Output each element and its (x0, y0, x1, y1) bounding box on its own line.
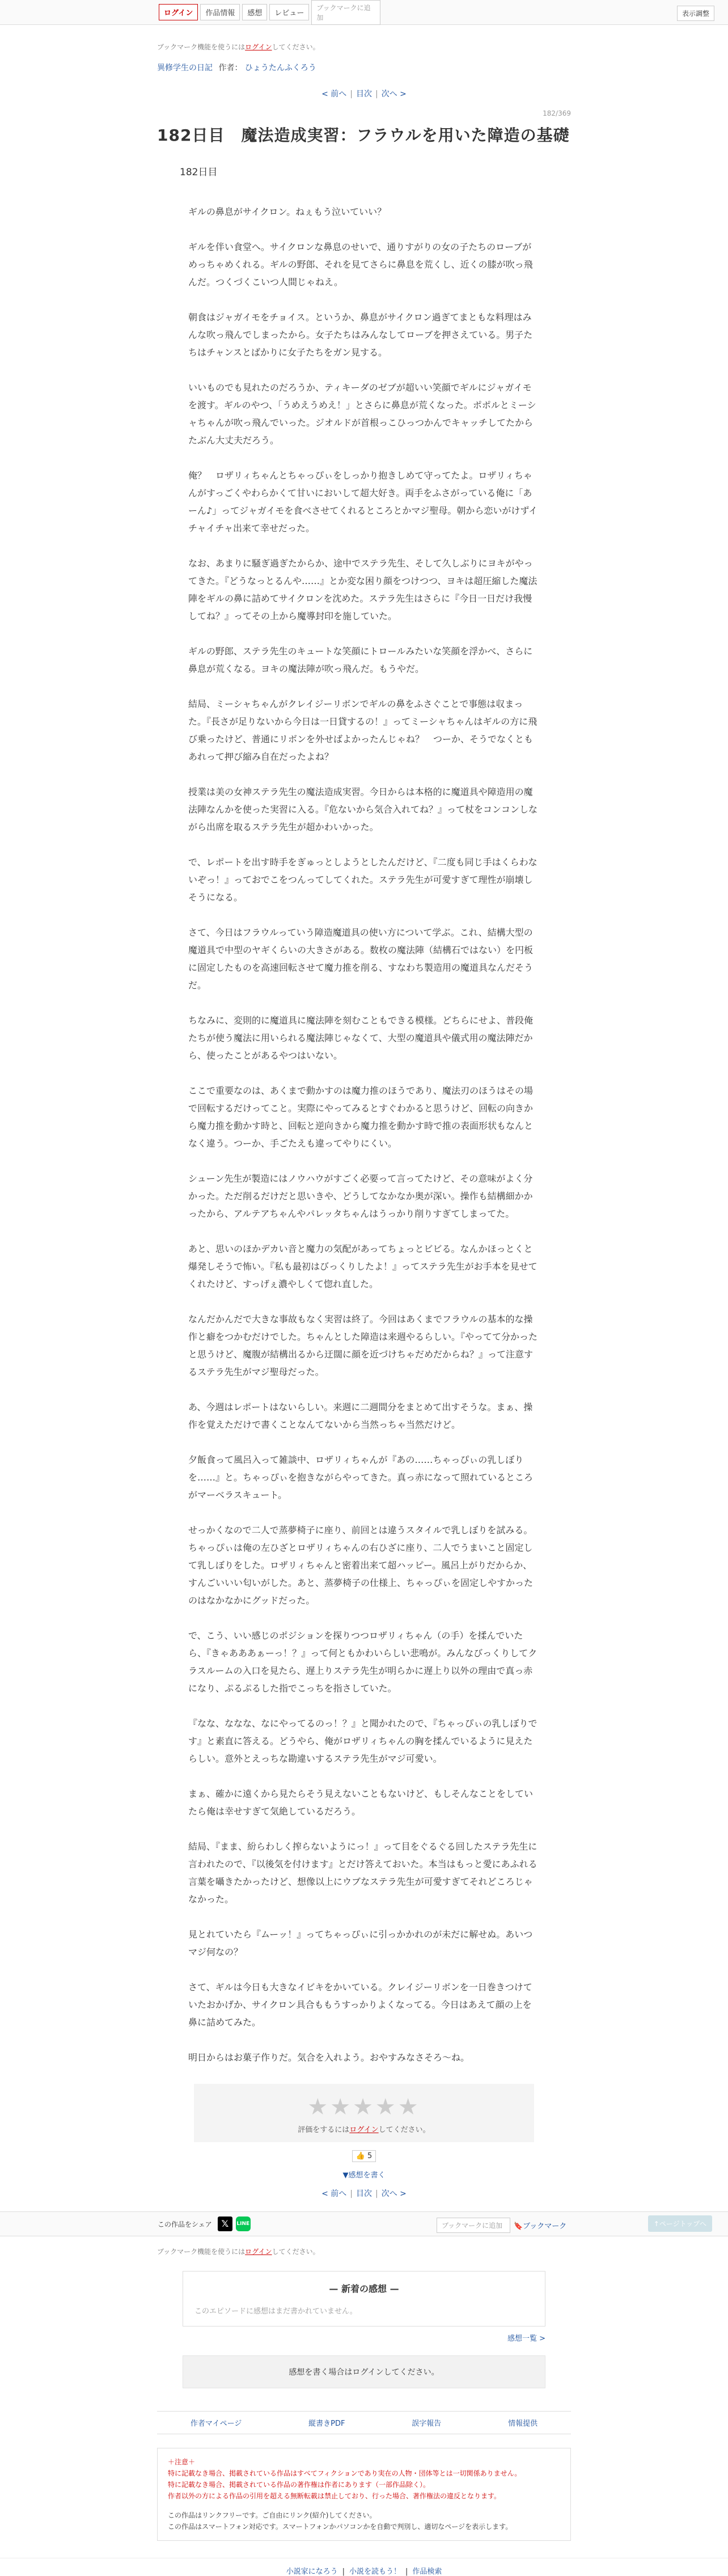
share-label: この作品をシェア (158, 2220, 212, 2228)
caution-line-1: 特に記載なき場合、掲載されている作品はすべてフィクションであり実在の人物・団体等とは一切関係ありません。 (168, 2469, 522, 2477)
impressions-list-link[interactable]: 感想一覧 > (507, 2334, 545, 2343)
caution-line-3: 作者以外の方による作品の引用を超える無断転載は禁止しており、行った場合、著作権法の違反となります。 (168, 2492, 501, 2500)
body-paragraph: いいものでも見れたのだろうか、ティキーダのゼブが超いい笑顔でギルにジャガイモを渡す。ギルのやつ、「うめえうめえ！」とさらに鼻息が荒くなった。ポポルとミーシャちゃんが吹っ飛んでいった。ジオルドが首根っこひっつかんでキャッチしてたからたぶん大丈夫だろう。 (188, 382, 536, 446)
page-top-button[interactable]: ↑ページトップへ (648, 2215, 712, 2232)
body-paragraph: なお、あまりに騒ぎ過ぎたからか、途中でステラ先生、そして久しぶりにヨキがやってきた。『どうなっとるんや……』とか変な困り顔をつけつつ、ヨキは超圧縮した魔法陣をギルの鼻に詰めてサイクロンを沈めた。ステラ先生はさらに『今日一日だけ我慢してね？』ってその上から魔導封印を施していた。 (188, 558, 537, 621)
like-button[interactable] (352, 2150, 376, 2162)
bookmark-login-link[interactable]: ログイン (245, 43, 272, 51)
rating-box (194, 2084, 534, 2142)
body-paragraph: 結局、『まま、紛らわしく搾らないようにっ！』って目をぐるぐる回したステラ先生に言われたので、『以後気を付けます』とだけ答えておいた。本当はもっと愛にあふれる言葉を囁きたかったけど、想像以上にウブなステラ先生が可愛すぎてそれどころじゃなかった。 (188, 1841, 537, 1905)
impressions-button[interactable]: 感想 (242, 4, 267, 20)
works-info-button[interactable]: 作品情報 (200, 4, 240, 20)
rating-message: 評価をするにはログインしてください。 (298, 2126, 430, 2134)
write-impression-link[interactable]: ▼感想を書く (342, 2171, 386, 2180)
author-link[interactable]: ひょうたんふくろう (244, 64, 316, 73)
bookmark-add-button[interactable]: ブックマークに追加 (311, 0, 380, 25)
impressions-title: — 新着の感想 — (329, 2283, 399, 2294)
body-paragraph: 俺？ ロザリィちゃんとちゃっぴぃをしっかり抱きしめて守ってたよ。ロザリィちゃんがすっごくやわらかくて甘いにおいして超大好き。両手をふさがっている俺に「あーん♪」ってジャガイモを食べさせてくれるところとかマジ聖母。朝から恋いがけずイチャイチャ出来て幸せだった。 (188, 470, 537, 534)
write-impression-login-box[interactable]: 感想を書く場合はログインしてください。 (183, 2355, 545, 2388)
bookmark-note-bottom: ブックマーク機能を使うにはログインしてください。 (157, 2248, 320, 2256)
footer-link[interactable]: 縦書きPDF (308, 2420, 345, 2428)
caution-linkfree: この作品はリンクフリーです。ご自由にリンク(紹介)してください。 (168, 2511, 376, 2519)
pager-top: < 前へ | 目次 | 次へ > (321, 90, 407, 99)
bookmark-note: ブックマーク機能を使うにはログインしてください。 (157, 43, 320, 51)
x-share-icon[interactable]: 𝕏 (218, 2217, 232, 2231)
bookmark-login-link-bottom[interactable]: ログイン (245, 2248, 272, 2256)
impressions-empty: このエピソードに感想はまだ書かれていません。 (194, 2307, 357, 2316)
novel-body (188, 203, 540, 2066)
top-toolbar (0, 0, 728, 25)
bottom-nav-link[interactable]: 小説家になろう (286, 2567, 338, 2576)
write-impression-area (0, 2169, 728, 2180)
body-paragraph: で、レポートを出す時手をぎゅっとしようとしたんだけど、『二度も同じ手はくらわないぞっ！』っておでこをつんってしてくれた。ステラ先生が可愛すぎて理性が崩壊しそうになる。 (188, 857, 537, 903)
next-link[interactable]: 次へ > (381, 90, 407, 99)
body-paragraph: あ、今週はレポートはないらしい。来週に二週間分をまとめて出すそうな。まぁ、操作を覚えただけで書くことなんてないから当然っちゃ当然だけど。 (188, 1402, 533, 1430)
body-paragraph: ちなみに、変則的に魔道具に魔法陣を刻むこともできる模様。どちらにせよ、普段俺たちが使う魔法に用いられる魔法陣じゃなくて、大型の魔道具や儀式用の魔法陣だから、使ったことがあるやつはいない。 (188, 1015, 534, 1061)
body-paragraph: あと、思いのほかデカい音と魔力の気配があってちょっとビビる。なんかほっとくと爆発しそうで怖い。『私も最初はびっくりしたよ！』ってステラ先生がお手本を見せてくれたけど、すっげぇ濃やしくて惚れ直した。 (188, 1243, 537, 1289)
like-count: 5 (367, 2152, 373, 2160)
body-paragraph: で、こう、いい感じのポジションを探りつつロザリィちゃん（の手）を揉んでいたら、『きゃあああぁーっ！？』って何ともかわいらしい悲鳴が。みんなびっくりしてクラスルームの入口を見たら、遅上りステラ先生が明らかに遅上り以外の理由で真っ赤になり、ぷるぷるした指でこっちを指さしていた。 (188, 1630, 537, 1694)
footer-link[interactable]: 情報提供 (508, 2420, 538, 2428)
prev-link[interactable]: < 前へ (321, 90, 347, 99)
body-paragraph: 明日からはお菓子作りだ。気合を入れよう。おやすみなさそろ〜ね。 (188, 2052, 470, 2063)
body-paragraph: ここで重要なのは、あくまで動かすのは魔力推のほうであり、魔法刃のほうはその場で回転するだけってこと。実際にやってみるとすぐわかると思うけど、回転の向きから魔力推を動かす時と、回転と逆向きから魔力推を動かす時で推の表面形状もなんとなく違う。つーか、手ごたえも違ってやりにくい。 (188, 1085, 534, 1149)
bookmark-add-field[interactable]: ブックマークに追加 (437, 2218, 510, 2233)
rating-stars[interactable]: ★★★★★ (307, 2094, 421, 2120)
caution-box (157, 2448, 571, 2541)
body-paragraph: 授業は美の女神ステラ先生の魔法造成実習。今日からは本格的に魔道具や障造用の魔法陣なんかを使った実習に入る。『危ないから気合入れてね？』って杖をコンコンしながら出席を取るステラ先生が超かわいかった。 (188, 786, 538, 832)
body-paragraph: せっかくなので二人で蒸夢椅子に座り、前回とは違うスタイルで乳しぼりを試みる。ちゃっぴぃは俺の左ひざとロザリィちゃんの右ひざに座り、二人でうまいこと固定して乳しぼりをした。ロザリィちゃんと密着出来て超ハッピー。風呂上がりだからか、すんごいいい匂いがした。あと、蒸夢椅子の仕様上、ちゃっぴぃを固定しやすかったのはなかなかにグッドだった。 (188, 1525, 534, 1606)
toc-link-bottom[interactable]: 目次 (356, 2189, 372, 2198)
body-paragraph: ギルの鼻息がサイクロン。ねぇもう泣いていい？ (188, 206, 387, 217)
body-paragraph: まぁ、確かに遠くから見たらそう見えないこともないけど、もしそんなことをしていたら俺は幸せすぎて気絶しているだろう。 (188, 1788, 534, 1817)
like-area (0, 2150, 728, 2162)
series-info (157, 62, 571, 73)
body-paragraph: シューン先生が製造にはノウハウがすごく必要って言ってたけど、その意味がよく分かった。ただ削るだけだと思いきや、どうしてなかなか奥が深い。操作も結構細かかったから、アルテアちゃんやパレッタちゃんはうっかり削りすぎてしまってた。 (188, 1173, 533, 1219)
bookmark-button[interactable]: 🔖ブックマーク (514, 2222, 567, 2231)
bottom-nav-link[interactable]: 小説を読もう！ (349, 2567, 401, 2576)
share-bar (0, 2211, 728, 2236)
login-button[interactable]: ログイン (159, 4, 198, 20)
episode-subtitle: 182日目 (180, 167, 218, 178)
body-paragraph: ギルの野郎、ステラ先生のキュートな笑顔にトロールみたいな笑顔を浮かべ、さらに鼻息が荒くなる。ヨキの魔法陣が吹っ飛んだ。もうやだ。 (188, 646, 533, 674)
display-settings-button[interactable]: 表示調整 (677, 6, 714, 21)
body-paragraph: さて、今日はフラウルっていう障造魔道具の使い方について学ぶ。これ、結構大型の魔道具で中型のヤギくらいの大きさがある。数枚の魔法陣（結構石ではない）を円板に固定したものを高速回転させて魔力推を削る、すなわち製造用の魔道具なんだそうだ。 (188, 927, 534, 991)
caution-line-2: 特に記載なき場合、掲載されている作品の著作権は作者にあります（一部作品除く）。 (168, 2481, 430, 2489)
bottom-nav-link[interactable]: 作品検索 (412, 2567, 442, 2576)
body-paragraph: 見とれていたら『ムーッ！』ってちゃっぴぃに引っかかれのが未だに解せぬ。あいつマジ何なの？ (188, 1929, 533, 1957)
body-paragraph: 結局、ミーシャちゃんがクレイジーリボンでギルの鼻をふさぐことで事態は収まった。『長さが足りないから今日は一日貸するの！』ってミーシャちゃんはギルの方に飛び乗ったけど、普通にリボンを外せばよかったんじゃね？ つーか、そうでなくともあれって押び縮み自在だったよね？ (188, 699, 537, 762)
footer-link[interactable]: 誤字報告 (412, 2420, 442, 2428)
footer-link[interactable]: 作者マイページ (190, 2420, 242, 2428)
review-button[interactable]: レビュー (269, 4, 309, 20)
caution-smartphone: この作品はスマートフォン対応です。スマートフォンかパソコンかを自動で判別し、適切なページを表示します。 (168, 2523, 513, 2531)
prev-link-bottom[interactable]: < 前へ (321, 2189, 347, 2198)
episode-count: 182/369 (543, 109, 571, 117)
impressions-box (183, 2271, 545, 2327)
body-paragraph: 夕飯食って風呂入って雑談中、ロザリィちゃんが『あの……ちゃっぴぃの乳しぼりを……』と。ちゃっぴぃを抱きながらやってきた。真っ赤になって照れているところがマーベラスキュート。 (188, 1454, 534, 1500)
thumbs-up-icon: 👍 (355, 2152, 365, 2160)
body-paragraph: 『なな、ななな、なにやってるのっ！？』と聞かれたので、『ちゃっぴぃの乳しぼりです』と素直に答える。どうやら、俺がロザリィちゃんの胸を揉んでいるように見えたらしい。意外とえっちな勘違いするステラ先生がマジ可愛い。 (188, 1718, 537, 1764)
line-share-icon[interactable]: LINE (236, 2217, 251, 2231)
body-paragraph: 朝食はジャガイモをチョイス。というか、鼻息がサイクロン過ぎてまともな料理はみんな吹っ飛んでしまったから。女子たちはみんなしてローブを押さえている。男子たちはチャンスとばかりに女子たちをガン見する。 (188, 312, 533, 358)
body-paragraph: さて、ギルは今日も大きなイビキをかいている。クレイジーリボンを一日巻きつけていたおかげか、サイクロン具合ももうすっかりよくなってる。今日はあえて顔の上を鼻に詰めてみた。 (188, 1982, 532, 2028)
rating-login-link[interactable]: ログイン (349, 2126, 379, 2134)
next-link-bottom[interactable]: 次へ > (381, 2189, 407, 2198)
bottom-nav: 小説家になろう | 小説を読もう！ | 作品検索 (0, 2558, 728, 2576)
caution-head: ＋注意＋ (168, 2458, 196, 2466)
series-title-link[interactable]: 異修学生の日記 (157, 64, 213, 73)
footer-links (157, 2411, 571, 2434)
toc-link[interactable]: 目次 (356, 90, 372, 99)
share-right (437, 2218, 566, 2233)
body-paragraph: ギルを伴い食堂へ。サイクロンな鼻息のせいで、通りすがりの女の子たちのローブがめっちゃめくれる。ギルの野郎、それを見てさらに鼻息を荒くし、近くの膝が吹っ飛んだ。つくづくこいつ人間じゃねえ。 (188, 242, 533, 287)
author-label: 作者： (218, 64, 243, 73)
episode-title: 182日目 魔法造成実習：フラウルを用いた障造の基礎 (157, 126, 570, 145)
body-paragraph: なんだかんだで大きな事故もなく実習は終了。今回はあくまでフラウルの基本的な操作と癖をつかむだけでした。ちゃんとした障造は来週やるらしい。『やってて分かったと思うけど、魔腹が結構出るから迂闊に顔を近づけちゃだめだからね？』って注意するステラ先生がマジ聖母だった。 (188, 1314, 538, 1377)
pager-bottom: < 前へ | 目次 | 次へ > (321, 2189, 407, 2198)
